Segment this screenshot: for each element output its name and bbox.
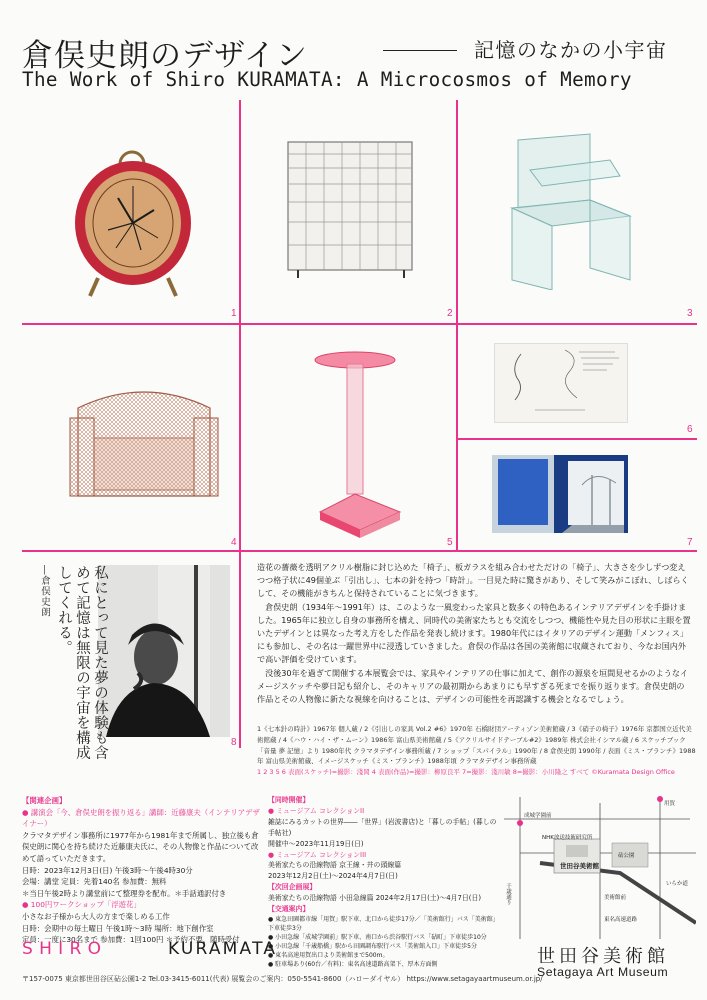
collection-3-title: ● ミュージアム コレクションIII [268,850,367,859]
photo-mesh-armchair [64,378,224,508]
description-paragraph: 没後30年を過ぎて開催する本展覧会では、家具やインテリアの仕事に加えて、創作の源泉を垣間見せるかのようなイメージスケッチや夢日記も紹介し、そのキャリアの最初期からあまりにも早すぎる死までを振り返ります。倉俣史朗の作品とその人物像に新たな視線を向けることは、デザインの可能性を再認識する機会となるでしょう。 [257,667,689,705]
access-map [500,793,696,939]
image-captions [257,724,697,778]
exhibition-title-jp: 倉俣史朗のデザイン [22,38,308,74]
designer-first-name: SHIRO [22,939,108,959]
panel-number-4: 4 [231,537,237,548]
photo-clock [46,118,226,308]
museum-name-jp: 世田谷美術館 [537,946,669,967]
collection-2-dates: 開催中～2023年11月19日(日) [268,839,364,848]
exhibition-description [257,561,691,706]
grid-vertical-left [239,100,241,550]
next-exhibition: 美術家たちの沿線物語 小田急線篇 2024年2月17日(土)～4月7日(日) [268,894,482,903]
event-workshop-title: ● 100円ワークショップ「浮遊花」 [22,900,141,910]
map-label-nhk: NHK放送技術研究所 [542,835,593,841]
description-paragraph: 造花の薔薇を透明アクリル樹脂に封じ込めた「椅子」、板ガラスを組み合わせただけの「椅子」、大きさを少しずつ変えつつ格子状に49個並ぶ「引出し」、七本の針を持つ「時計」。一目見た時に驚きがあり、そして笑みがこぼれ、しばらくして、その機能がきちんと保持されていることに気づきます。 [257,562,689,599]
collection-2-title: ● ミュージアム コレクションII [268,806,365,815]
quote-author: ―倉俣史朗 [39,565,50,618]
description-paragraph: 倉俣史朗（1934年～1991年）は、このような一風変わった家具と数多くの特色あるインテリアデザインを手掛けました。1965年に独立し自身の事務所を構え、同時代の美術家たちとも交流をしつつ、機能性や見た目の形状に主眼を置いたデザインとは異なった考え方をした作品を発表し続けます。1980年代にはイタリアのデザイン運動「メンフィス」にも参加し、その名は一躍世界中に浸透していきました。倉俣の作品は各国の美術館に収蔵されており、今なお国内外で高い評価を受けています。 [257,601,691,665]
map-label-tomei: 東名高速道路 [604,917,638,923]
access-heading: 【交通案内】 [268,905,310,914]
photo-glass-chair [490,130,650,290]
grid-vertical-right [456,100,458,550]
map-label-seijo: 成城学園前 [524,813,552,819]
grid-horizontal-bottom [22,550,697,552]
grid-horizontal-middle [22,323,697,325]
map-label-iraka: いらか道 [666,881,689,887]
access-item: ● 駐車場あり(60台／有料)：東名高速道路高架下、厚木方面側 [268,960,438,968]
panel-number-6: 6 [687,424,693,435]
panel-number-5: 5 [447,537,453,548]
event-lecture-note: ＊当日午後2時より講堂前にて整理券を配布。＊手話通訳付き [22,888,227,898]
next-exhibition-heading: 【次回企画展】 [268,883,317,892]
photo-drawers [286,140,416,280]
access-item: ● 東急田園都市線「用賀」駅下車、北口から徒歩17分／「美術館行」バス「美術館」下車徒歩3分 [268,915,499,932]
event-lecture-desc: クラマタデザイン事務所に1977年から1981年まで所属し、独立後も倉俣史朗に関心を持ち続けた近藤康夫氏に、その人物像と作品について改めて語っていただきます。 [22,830,259,863]
related-events [22,795,262,946]
event-workshop-desc: 小さなお子様から大人の方まで楽しめる工作 [22,911,170,921]
photo-acrylic-table [300,344,420,540]
event-workshop-capacity: 定員：一度に30名まで 参加費：1回100円 ＊予約不要、随時受付 [22,935,240,945]
access-item: ● 小田急線「千歳船橋」駅から田園調布駅行バス「美術館入口」下車徒歩5分 [268,942,477,950]
collection-2-desc: 雑誌にみるカットの世界――「世界」(岩波書店)と「暮しの手帖」(暮しの手帖社) [268,817,497,837]
designer-last-name: KURAMATA [168,939,278,959]
panel-number-2: 2 [447,308,453,319]
exhibition-subtitle-jp: 記憶のなかの小宇宙 [474,38,668,62]
exhibition-title-en: The Work of Shiro KURAMATA: A Microcosmos of Memory [22,68,632,91]
concurrent-heading: 【同時開催】 [268,796,310,804]
panel-number-1: 1 [231,308,237,319]
access-item: ● 東名高速用賀出口より美術館まで500m。 [268,951,389,959]
event-workshop-date: 日時：会期中の毎土曜日 午後1時～3時 場所：地下創作室 [22,923,214,933]
museum-name-en: Setagaya Art Museum [537,965,669,979]
map-label-museum: 世田谷美術館 [560,862,599,870]
map-label-bijutsukan-mae: 美術館前 [604,895,627,901]
access-item: ● 小田急線「成城学園前」駅下車、南口から渋谷駅行バス「砧町」下車徒歩10分 [268,933,487,941]
map-label-kinuta-park: 砧公園 [618,853,635,859]
panel-number-7: 7 [687,537,693,548]
vertical-quote: 私にとって見た夢の体験も含めて記憶は無限の宇宙を構成してくれる。 [56,565,108,760]
photo-sketchbook [494,343,628,423]
events-heading: 【関連企画】 [22,796,67,805]
map-label-yoga: 用賀 [664,801,676,807]
event-lecture-date: 日時：2023年12月3日(日) 午後3時～午後4時30分 [22,865,193,875]
collection-3-dates: 2023年12月2日(土)～2024年4月7日(日) [268,872,398,881]
panel-number-8: 8 [231,737,237,748]
grid-vertical-portrait [239,550,241,748]
map-label-chitose: 千歳通り [505,883,511,905]
collection-3-desc: 美術家たちの沿線物語 京王線・井の頭線篇 [268,861,402,870]
panel-number-3: 3 [687,308,693,319]
caption-photo-credits: 1 2 3 5 6 表面(スケッチ)=撮影：淺岡 4 表面(作品)=撮影：柳原良平 7=撮影：淺川敏 8=撮影：小川隆之 すべて ©Kuramata Design Office [257,768,675,777]
concurrent-exhibitions [268,795,502,969]
caption-works: 1《七本針の時計》1967年 個人蔵 / 2《引出しの家具 Vol.2 #6》1970年 石橋財団アーティゾン美術館蔵 / 3《硝子の椅子》1976年 京都国立近代美術館蔵 / 4《ハウ・ハイ・ザ・ムーン》1986年 富山県美術館蔵 / 5《アクリルサイドテーブル#2》1989年 株式会社イシマル蔵 / 6 スケッチブック「音量 夢 記憶」より 1980年代 クラマタデザイン事務所蔵 / 7 ショップ「スパイラル」1990年 / 8 倉俣史朗 1990年 / 表面《ミス・ブランチ》1988年 富山県美術館蔵、イメージスケッチ《ミス・ブランチ》1988年頃 クラマタデザイン事務所蔵 [257,725,696,766]
event-lecture-title: ● 講演会「今、倉俣史朗を振り返る」講師：近藤康夫（インテリアデザイナー） [22,807,260,829]
photo-portrait [98,565,230,737]
title-dash-rule [383,50,457,51]
footer-contact: 〒157-0075 東京都世田谷区砧公園1-2 Tel.03-3415-6011(代表) 展覧会のご案内：050-5541-8600（ハローダイヤル） https://www.setagayaartmuseum.or.jp/ [22,975,543,983]
event-lecture-venue: 会場：講堂 定員：先着140名 参加費：無料 [22,877,167,887]
grid-horizontal-right-split [456,438,697,440]
photo-spiral-shop [492,455,628,533]
